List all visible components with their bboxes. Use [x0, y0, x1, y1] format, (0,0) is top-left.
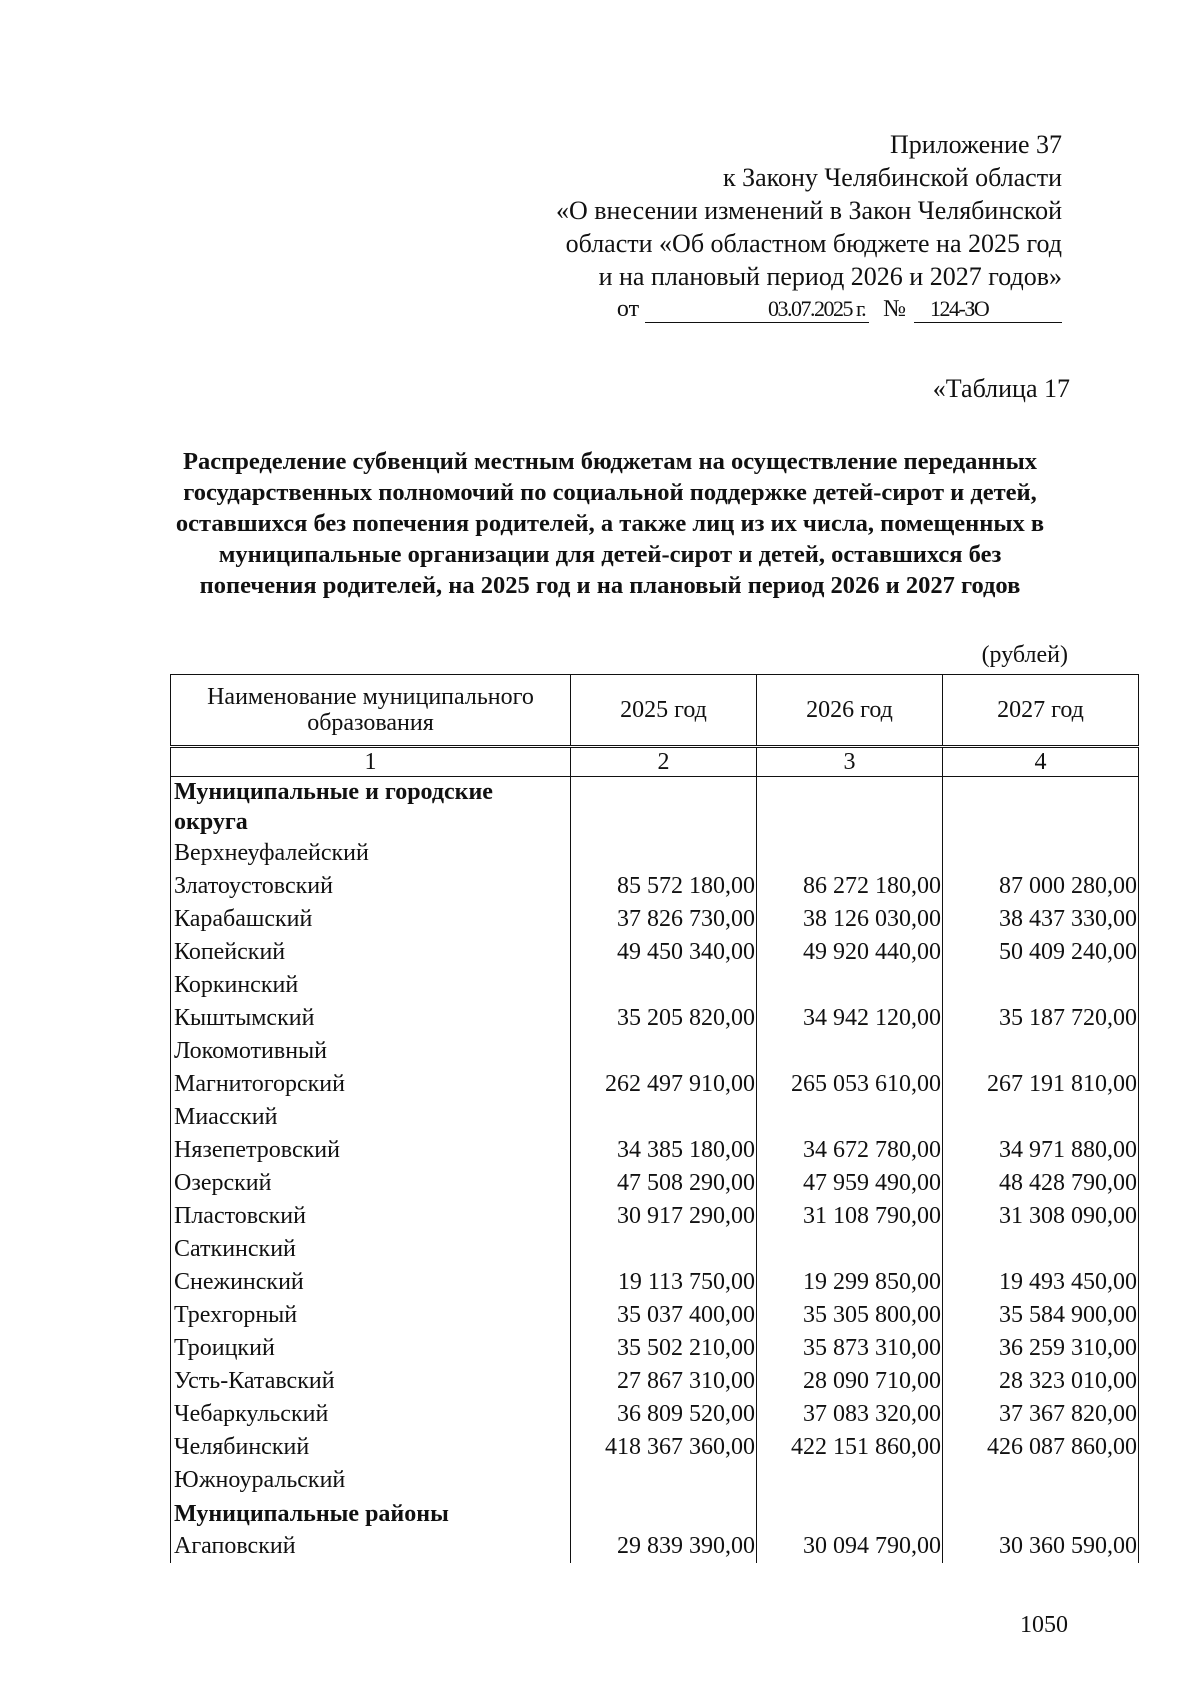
appendix-line: к Закону Челябинской области: [722, 163, 1062, 192]
amount-2025: [571, 969, 757, 1002]
column-header-2026: 2026 год: [757, 675, 943, 747]
amount-2027: [943, 1233, 1139, 1266]
municipality-name: Челябинский: [171, 1431, 571, 1464]
header-row: [171, 675, 1139, 747]
table-row: [171, 1266, 1139, 1299]
amount-2025: 36 809 520,00: [571, 1398, 757, 1431]
municipality-name: Локомотивный: [171, 1035, 571, 1068]
amount-2027: [943, 837, 1139, 870]
municipality-name: Верхнеуфалейский: [171, 837, 571, 870]
table-row: [171, 1068, 1139, 1101]
amount-2025: 49 450 340,00: [571, 936, 757, 969]
municipality-name: Троицкий: [171, 1332, 571, 1365]
table-row: [171, 903, 1139, 936]
amount-2025: [571, 1464, 757, 1497]
column-header-2025: 2025 год: [571, 675, 757, 747]
amount-2027: 267 191 810,00: [943, 1068, 1139, 1101]
amount-2026: 28 090 710,00: [757, 1365, 943, 1398]
amount-2026: 35 305 800,00: [757, 1299, 943, 1332]
amount-2027: [943, 969, 1139, 1002]
municipality-name: Трехгорный: [171, 1299, 571, 1332]
amount-2027: 28 323 010,00: [943, 1365, 1139, 1398]
table-row: [171, 936, 1139, 969]
table-row: [171, 1101, 1139, 1134]
amount-2027: 36 259 310,00: [943, 1332, 1139, 1365]
municipality-name: Озерский: [171, 1167, 571, 1200]
table-row: [171, 1464, 1139, 1497]
amount-2026: 35 873 310,00: [757, 1332, 943, 1365]
amount-2026: [757, 969, 943, 1002]
number-label: №: [883, 296, 906, 322]
amount-2026: 34 672 780,00: [757, 1134, 943, 1167]
municipality-name: Усть-Катавский: [171, 1365, 571, 1398]
amount-2025: 47 508 290,00: [571, 1167, 757, 1200]
amount-2025: 418 367 360,00: [571, 1431, 757, 1464]
law-number: 124-ЗО: [914, 296, 1062, 323]
table-row: [171, 1002, 1139, 1035]
municipality-name: Златоустовский: [171, 870, 571, 903]
municipality-name: Южноуральский: [171, 1464, 571, 1497]
municipality-name: Чебаркульский: [171, 1398, 571, 1431]
amount-2026: 30 094 790,00: [757, 1530, 943, 1563]
section-title: Муниципальные и городские округа: [171, 777, 571, 838]
column-number: 3: [757, 747, 943, 777]
appendix-line: Приложение 37: [889, 130, 1062, 159]
amount-2027: 35 584 900,00: [943, 1299, 1139, 1332]
municipality-name: Копейский: [171, 936, 571, 969]
amount-2026: 86 272 180,00: [757, 870, 943, 903]
column-number-row: [171, 747, 1139, 777]
amount-2027: 426 087 860,00: [943, 1431, 1139, 1464]
amount-2025: [571, 1101, 757, 1134]
appendix-line: области «Об областном бюджете на 2025 год: [565, 229, 1062, 258]
amount-2026: 31 108 790,00: [757, 1200, 943, 1233]
column-header-2027: 2027 год: [943, 675, 1139, 747]
municipality-name: Саткинский: [171, 1233, 571, 1266]
table-row: [171, 1332, 1139, 1365]
amount-2026: [757, 1464, 943, 1497]
table-label: «Таблица 17: [932, 374, 1070, 403]
amount-2027: [943, 1101, 1139, 1134]
municipality-name: Карабашский: [171, 903, 571, 936]
amount-2027: 35 187 720,00: [943, 1002, 1139, 1035]
amount-2025: 30 917 290,00: [571, 1200, 757, 1233]
appendix-line: «О внесении изменений в Закон Челябинской: [555, 196, 1062, 225]
amount-2027: [943, 1464, 1139, 1497]
amount-2025: 35 037 400,00: [571, 1299, 757, 1332]
table-row: [171, 1530, 1139, 1563]
amount-2027: 30 360 590,00: [943, 1530, 1139, 1563]
from-label: от: [616, 296, 640, 322]
document-title: Распределение субвенций местным бюджетам на осуществление переданных государственных полномочий по социальной поддержке детей-сирот и детей, оставшихся без попечения родителей, а также лиц из их числа, помещенных в муниципальные организации для детей-сирот и детей, оставшихся без попечения родителей, на 2025 год и на плановый период 2026 и 2027 годов: [175, 448, 1045, 599]
amount-2027: [943, 1035, 1139, 1068]
subvention-table: [170, 674, 1139, 1563]
municipality-name: Коркинский: [171, 969, 571, 1002]
amount-2025: 262 497 910,00: [571, 1068, 757, 1101]
amount-2025: 35 205 820,00: [571, 1002, 757, 1035]
page-number: 1050: [1020, 1612, 1068, 1638]
amount-2026: [757, 1035, 943, 1068]
amount-2025: [571, 1035, 757, 1068]
amount-2027: 19 493 450,00: [943, 1266, 1139, 1299]
amount-2025: 37 826 730,00: [571, 903, 757, 936]
amount-2027: 87 000 280,00: [943, 870, 1139, 903]
column-header-name: Наименование муниципального образования: [171, 675, 571, 747]
amount-2026: [757, 837, 943, 870]
table-row: [171, 1167, 1139, 1200]
amount-2026: [757, 1233, 943, 1266]
amount-2026: 37 083 320,00: [757, 1398, 943, 1431]
amount-2026: 49 920 440,00: [757, 936, 943, 969]
municipality-name: Агаповский: [171, 1530, 571, 1563]
municipality-name: Нязепетровский: [171, 1134, 571, 1167]
amount-2026: 34 942 120,00: [757, 1002, 943, 1035]
amount-2026: 265 053 610,00: [757, 1068, 943, 1101]
table-row: [171, 1200, 1139, 1233]
municipality-name: Миасский: [171, 1101, 571, 1134]
appendix-header: [422, 128, 1062, 326]
amount-2026: 19 299 850,00: [757, 1266, 943, 1299]
table-row: [171, 969, 1139, 1002]
municipality-name: Пластовский: [171, 1200, 571, 1233]
column-number: 4: [943, 747, 1139, 777]
table-row: [171, 1134, 1139, 1167]
amount-2027: 31 308 090,00: [943, 1200, 1139, 1233]
amount-2025: 85 572 180,00: [571, 870, 757, 903]
amount-2025: 35 502 210,00: [571, 1332, 757, 1365]
municipality-name: Магнитогорский: [171, 1068, 571, 1101]
amount-2026: 47 959 490,00: [757, 1167, 943, 1200]
municipality-name: Снежинский: [171, 1266, 571, 1299]
section-header-row: [171, 1497, 1139, 1530]
table-row: [171, 1398, 1139, 1431]
amount-2027: 37 367 820,00: [943, 1398, 1139, 1431]
table-row: [171, 1431, 1139, 1464]
units-label: (рублей): [981, 642, 1068, 668]
amount-2027: 50 409 240,00: [943, 936, 1139, 969]
column-number: 1: [171, 747, 571, 777]
table-row: [171, 1233, 1139, 1266]
table-row: [171, 837, 1139, 870]
amount-2026: 422 151 860,00: [757, 1431, 943, 1464]
amount-2027: 34 971 880,00: [943, 1134, 1139, 1167]
amount-2026: 38 126 030,00: [757, 903, 943, 936]
law-date: 03.07.2025 г.: [645, 296, 869, 323]
amount-2026: [757, 1101, 943, 1134]
amount-2025: [571, 837, 757, 870]
amount-2025: [571, 1233, 757, 1266]
section-header-row: [171, 777, 1139, 838]
amount-2027: 38 437 330,00: [943, 903, 1139, 936]
table-row: [171, 1035, 1139, 1068]
column-number: 2: [571, 747, 757, 777]
appendix-line: и на плановый период 2026 и 2027 годов»: [598, 262, 1062, 291]
section-title: Муниципальные районы: [171, 1497, 571, 1530]
table-row: [171, 1365, 1139, 1398]
amount-2025: 27 867 310,00: [571, 1365, 757, 1398]
table-row: [171, 1299, 1139, 1332]
amount-2027: 48 428 790,00: [943, 1167, 1139, 1200]
law-date-line: [422, 293, 1062, 326]
amount-2025: 34 385 180,00: [571, 1134, 757, 1167]
amount-2025: 19 113 750,00: [571, 1266, 757, 1299]
table-row: [171, 870, 1139, 903]
amount-2025: 29 839 390,00: [571, 1530, 757, 1563]
municipality-name: Кыштымский: [171, 1002, 571, 1035]
